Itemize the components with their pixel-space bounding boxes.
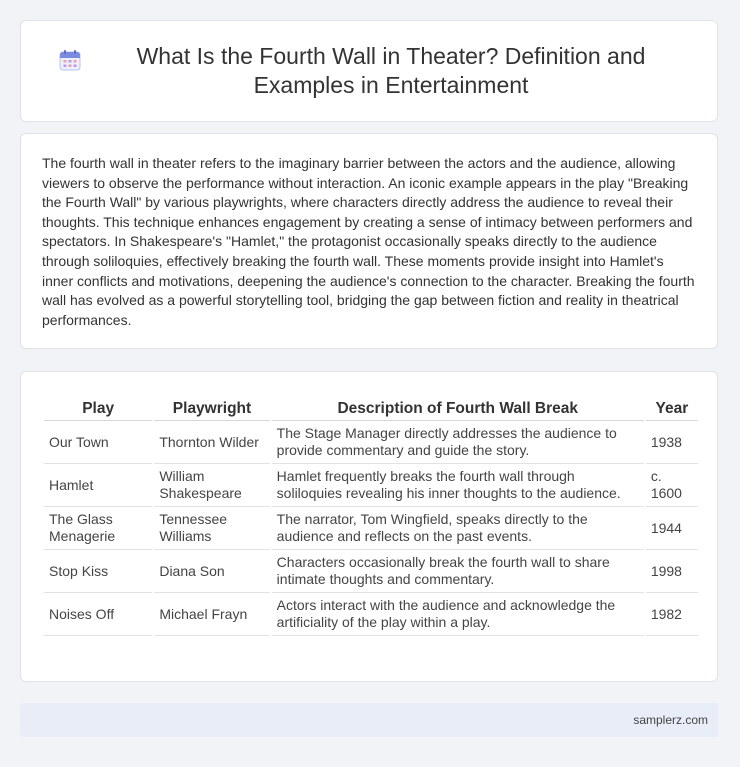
cell-year: 1998 xyxy=(646,550,698,593)
intro-paragraph: The fourth wall in theater refers to the imaginary barrier between the actors and the audience, allowing viewers to observe the performance without interaction. An iconic example appears in the play "Breaking the Fourth Wall" by various playwrights, where characters directly address the audience to reveal their thoughts. This technique enhances engagement by creating a sense of intimacy between performers and spectators. In Shakespeare's "Hamlet," the protagonist occasionally speaks directly to the audience through soliloquies, effectively breaking the fourth wall. These moments provide insight into Hamlet's inner conflicts and motivations, deepening the audience's connection to the character. Breaking the fourth wall has evolved as a powerful storytelling tool, bridging the gap between fiction and reality in theatrical performances. xyxy=(42,155,695,328)
cell-description: Hamlet frequently breaks the fourth wall through soliloquies revealing his inner thoughts to the audience. xyxy=(272,464,644,507)
intro-card xyxy=(20,133,718,349)
cell-playwright: William Shakespeare xyxy=(154,464,269,507)
cell-playwright: Diana Son xyxy=(154,550,269,593)
cell-playwright: Thornton Wilder xyxy=(154,421,269,464)
cell-playwright: Michael Frayn xyxy=(154,593,269,636)
table-row xyxy=(44,507,698,550)
cell-description: Actors interact with the audience and acknowledge the artificiality of the play within a play. xyxy=(272,593,644,636)
header-description: Description of Fourth Wall Break xyxy=(272,390,644,421)
cell-play: Stop Kiss xyxy=(44,550,152,593)
cell-year: 1982 xyxy=(646,593,698,636)
cell-play: Hamlet xyxy=(44,464,152,507)
cell-play: Noises Off xyxy=(44,593,152,636)
table-row xyxy=(44,464,698,507)
fourth-wall-table xyxy=(42,390,700,636)
footer xyxy=(20,703,718,737)
calendar-icon xyxy=(59,49,81,71)
page-title: What Is the Fourth Wall in Theater? Definition and Examples in Entertainment xyxy=(136,43,646,98)
title-wrap xyxy=(59,42,679,100)
table-card xyxy=(20,371,718,682)
cell-description: The narrator, Tom Wingfield, speaks directly to the audience and reflects on the past events. xyxy=(272,507,644,550)
cell-year: c. 1600 xyxy=(646,464,698,507)
header-play: Play xyxy=(44,390,152,421)
cell-play: Our Town xyxy=(44,421,152,464)
cell-year: 1944 xyxy=(646,507,698,550)
cell-play: The Glass Menagerie xyxy=(44,507,152,550)
footer-site[interactable]: samplerz.com xyxy=(633,713,708,727)
table-row xyxy=(44,593,698,636)
cell-year: 1938 xyxy=(646,421,698,464)
header-card xyxy=(20,20,718,122)
table-row xyxy=(44,550,698,593)
cell-description: Characters occasionally break the fourth wall to share intimate thoughts and commentary. xyxy=(272,550,644,593)
table-header-row xyxy=(44,390,698,421)
cell-description: The Stage Manager directly addresses the audience to provide commentary and guide the story. xyxy=(272,421,644,464)
header-year: Year xyxy=(646,390,698,421)
table-row xyxy=(44,421,698,464)
header-playwright: Playwright xyxy=(154,390,269,421)
cell-playwright: Tennessee Williams xyxy=(154,507,269,550)
